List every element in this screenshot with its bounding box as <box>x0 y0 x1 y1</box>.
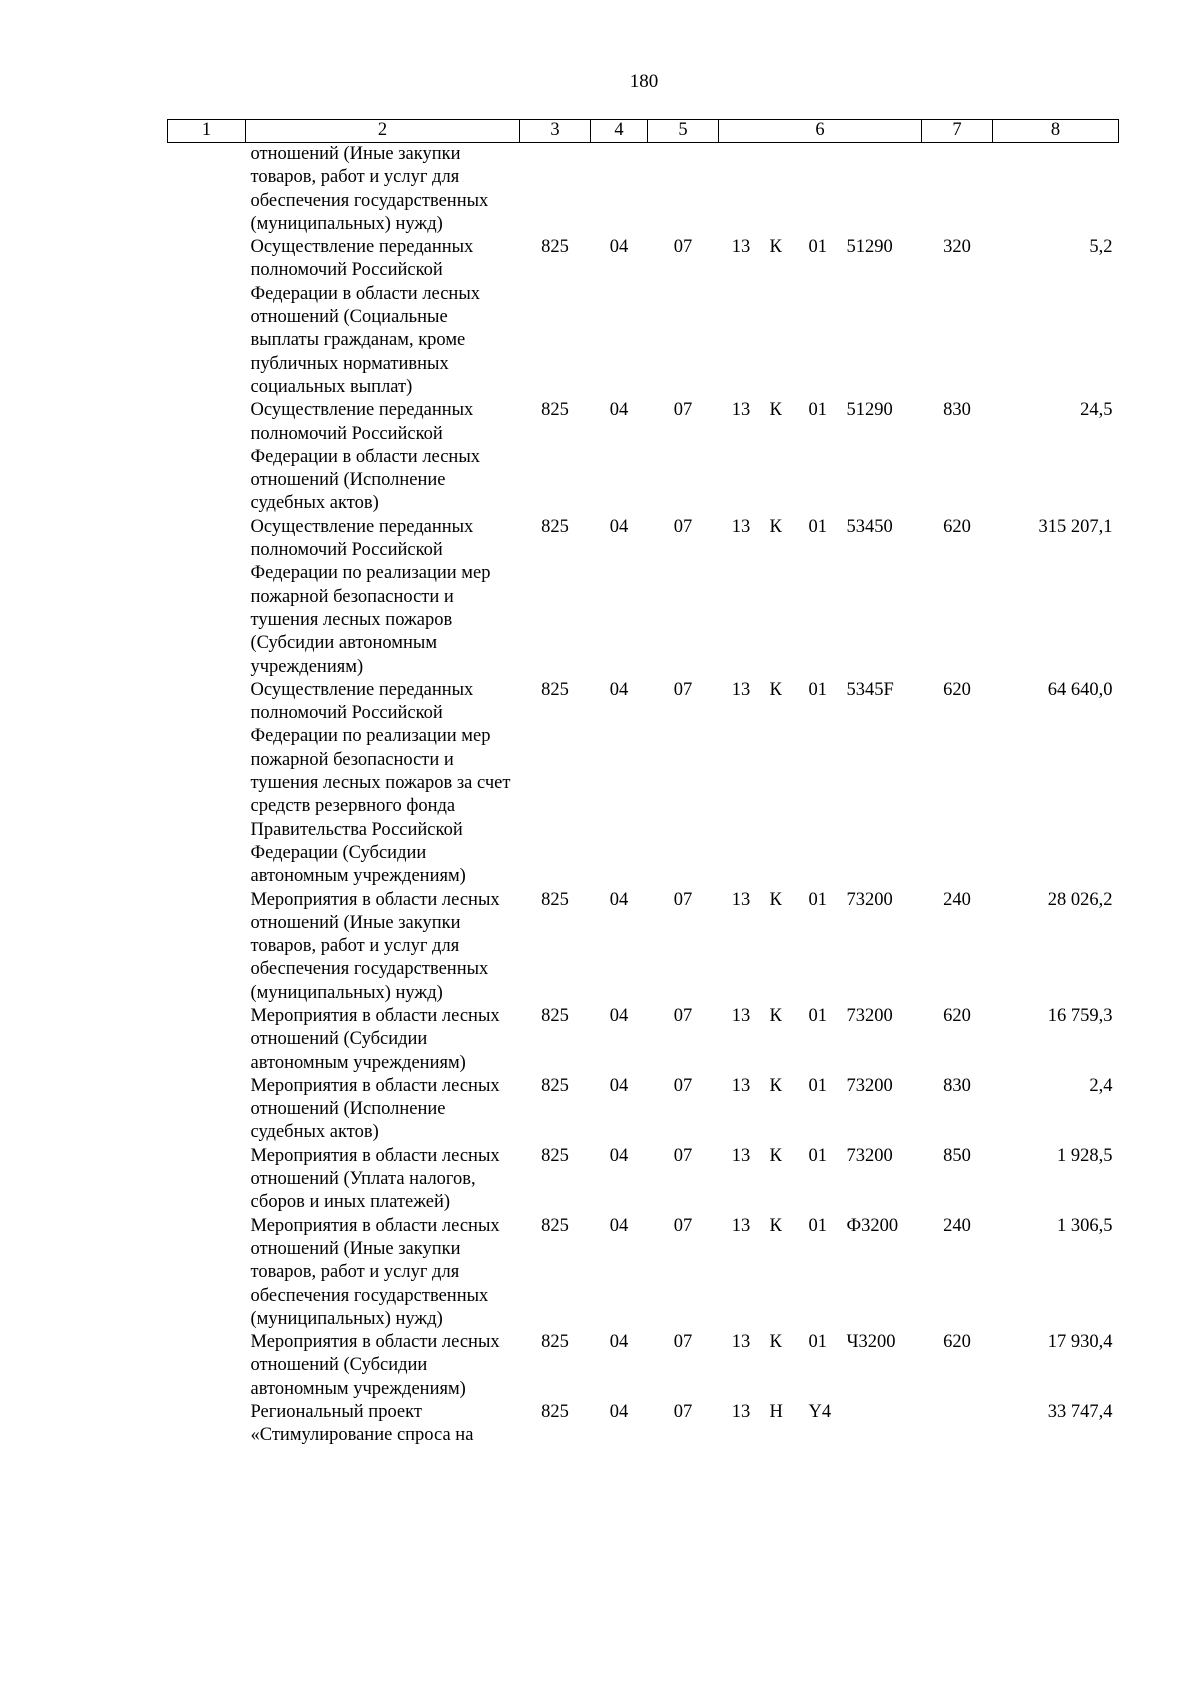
cell-section: 04 <box>609 1402 629 1423</box>
cell-col-1 <box>168 1075 246 1145</box>
cell-subprogram: К <box>769 679 782 700</box>
header-row <box>168 120 1119 143</box>
cell-program: 13 <box>731 889 751 910</box>
cell-program: 13 <box>731 1075 751 1096</box>
cell-admin-code: 825 <box>541 1145 569 1166</box>
cell-section: 04 <box>609 889 629 910</box>
cell-expense-type: 830 <box>943 400 971 421</box>
cell-expense-type <box>922 1401 993 1448</box>
budget-table <box>167 119 1119 1448</box>
cell-amount: 1 928,5 <box>1057 1145 1113 1166</box>
cell-description: Осуществление переданных полномочий Российской Федерации в области лесных отношений (Исполнение судебных актов) <box>250 400 481 514</box>
cell-direction: Ч3200 <box>846 1332 896 1353</box>
cell-main-event: 01 <box>808 237 827 258</box>
cell-amount: 17 930,4 <box>1047 1332 1113 1353</box>
table-row <box>168 1331 1119 1401</box>
cell-direction <box>837 143 922 237</box>
cell-admin-code: 825 <box>541 1402 569 1423</box>
cell-description: Мероприятия в области лесных отношений (Уплата налогов, сборов и иных платежей) <box>250 1145 500 1213</box>
table-row <box>168 889 1119 1005</box>
cell-col-1 <box>168 1401 246 1448</box>
cell-expense-type: 620 <box>943 516 971 537</box>
cell-direction: 51290 <box>846 237 893 258</box>
cell-col-1 <box>168 1331 246 1401</box>
cell-main-event: 01 <box>808 516 827 537</box>
table-body <box>168 143 1119 1448</box>
cell-main-event: 01 <box>808 1005 827 1026</box>
cell-col-1 <box>168 1005 246 1075</box>
cell-description: Региональный проект «Стимулирование спроса на <box>250 1402 474 1446</box>
cell-section: 04 <box>609 1005 629 1026</box>
cell-admin-code <box>520 143 591 237</box>
cell-main-event <box>799 143 837 237</box>
cell-expense-type: 620 <box>943 1005 971 1026</box>
cell-admin-code: 825 <box>541 1075 569 1096</box>
cell-amount: 28 026,2 <box>1047 889 1113 910</box>
cell-expense-type: 620 <box>943 679 971 700</box>
cell-subsection: 07 <box>673 1215 693 1236</box>
cell-amount <box>993 143 1119 237</box>
cell-subprogram: К <box>769 1215 782 1236</box>
cell-description: Мероприятия в области лесных отношений (Исполнение судебных актов) <box>250 1075 500 1143</box>
cell-section: 04 <box>609 1332 629 1353</box>
cell-main-event: 01 <box>808 1075 827 1096</box>
table-row <box>168 1005 1119 1075</box>
cell-program: 13 <box>731 1005 751 1026</box>
table-row <box>168 516 1119 679</box>
cell-description: Мероприятия в области лесных отношений (Субсидии автономным учреждениям) <box>250 1005 500 1073</box>
table-row <box>168 679 1119 889</box>
cell-section: 04 <box>609 679 629 700</box>
cell-expense-type: 240 <box>943 889 971 910</box>
cell-admin-code: 825 <box>541 1005 569 1026</box>
cell-subsection: 07 <box>673 516 693 537</box>
cell-main-event: 01 <box>808 1332 827 1353</box>
cell-col-1 <box>168 1215 246 1331</box>
cell-subsection: 07 <box>673 237 693 258</box>
header-col-2: 2 <box>246 120 520 143</box>
cell-amount: 64 640,0 <box>1047 679 1113 700</box>
cell-amount: 315 207,1 <box>1038 516 1113 537</box>
cell-subsection: 07 <box>673 1075 693 1096</box>
cell-subprogram: К <box>769 1145 782 1166</box>
cell-direction <box>837 1401 922 1448</box>
cell-section <box>591 143 648 237</box>
cell-subsection: 07 <box>673 400 693 421</box>
header-col-3: 3 <box>520 120 591 143</box>
cell-col-1 <box>168 236 246 399</box>
cell-subprogram: Н <box>769 1402 783 1423</box>
cell-section: 04 <box>609 1215 629 1236</box>
table-row <box>168 1075 1119 1145</box>
cell-subprogram: К <box>769 889 782 910</box>
cell-direction: 73200 <box>846 1145 893 1166</box>
cell-expense-type: 830 <box>943 1075 971 1096</box>
cell-description: отношений (Иные закупки товаров, работ и услуг для обеспечения государственных (муниципальных) нужд) <box>250 144 489 234</box>
cell-subprogram: К <box>769 1332 782 1353</box>
cell-col-1 <box>168 1145 246 1215</box>
cell-expense-type: 620 <box>943 1332 971 1353</box>
cell-amount: 5,2 <box>1089 237 1113 258</box>
header-col-1: 1 <box>168 120 246 143</box>
cell-subsection: 07 <box>673 1332 693 1353</box>
cell-amount: 16 759,3 <box>1047 1005 1113 1026</box>
cell-subsection: 07 <box>673 1005 693 1026</box>
cell-subsection: 07 <box>673 1402 693 1423</box>
cell-section: 04 <box>609 237 629 258</box>
cell-subsection: 07 <box>673 679 693 700</box>
cell-main-event: 01 <box>808 679 827 700</box>
cell-subsection: 07 <box>673 889 693 910</box>
page-number: 180 <box>629 71 659 92</box>
cell-admin-code: 825 <box>541 1215 569 1236</box>
cell-admin-code: 825 <box>541 237 569 258</box>
cell-col-1 <box>168 679 246 889</box>
cell-direction: 73200 <box>846 889 893 910</box>
cell-program <box>719 143 764 237</box>
cell-description: Мероприятия в области лесных отношений (Иные закупки товаров, работ и услуг для обеспечения государственных (муниципальных) нужд) <box>250 1215 500 1329</box>
cell-program: 13 <box>731 1332 751 1353</box>
cell-admin-code: 825 <box>541 679 569 700</box>
cell-col-1 <box>168 399 246 515</box>
table-row <box>168 236 1119 399</box>
table-row <box>168 143 1119 237</box>
table-row <box>168 399 1119 515</box>
cell-section: 04 <box>609 400 629 421</box>
header-col-5: 5 <box>648 120 719 143</box>
cell-amount: 33 747,4 <box>1047 1402 1113 1423</box>
cell-expense-type <box>922 143 993 237</box>
cell-expense-type: 240 <box>943 1215 971 1236</box>
cell-subprogram: К <box>769 237 782 258</box>
cell-program: 13 <box>731 679 751 700</box>
cell-section: 04 <box>609 1075 629 1096</box>
cell-direction: 51290 <box>846 400 893 421</box>
cell-admin-code: 825 <box>541 1332 569 1353</box>
table-row <box>168 1145 1119 1215</box>
cell-subprogram: К <box>769 1075 782 1096</box>
cell-main-event: 01 <box>808 400 827 421</box>
cell-subprogram <box>764 143 799 237</box>
cell-description: Осуществление переданных полномочий Российской Федерации по реализации мер пожарной безопасности и тушения лесных пожаров за счет средств резервного фонда Правительства Российской Федерации (Субсидии автономным учреждениям) <box>250 679 511 887</box>
header-col-7: 7 <box>922 120 993 143</box>
cell-description: Осуществление переданных полномочий Российской Федерации по реализации мер пожарной безопасности и тушения лесных пожаров (Субсидии автономным учреждениям) <box>250 516 491 677</box>
cell-section: 04 <box>609 516 629 537</box>
cell-expense-type: 850 <box>943 1145 971 1166</box>
cell-amount: 1 306,5 <box>1057 1215 1113 1236</box>
cell-program: 13 <box>731 400 751 421</box>
cell-subsection <box>648 143 719 237</box>
cell-subprogram: К <box>769 400 782 421</box>
header-col-6: 6 <box>719 120 922 143</box>
cell-col-1 <box>168 516 246 679</box>
cell-main-event: 01 <box>808 889 827 910</box>
cell-col-1 <box>168 143 246 237</box>
cell-direction: 53450 <box>846 516 893 537</box>
cell-direction: 5345F <box>846 679 894 700</box>
table-row <box>168 1215 1119 1331</box>
cell-subprogram: К <box>769 516 782 537</box>
cell-program: 13 <box>731 516 751 537</box>
cell-direction: 73200 <box>846 1075 893 1096</box>
cell-main-event: 01 <box>808 1215 827 1236</box>
header-col-8: 8 <box>993 120 1119 143</box>
cell-description: Мероприятия в области лесных отношений (Субсидии автономным учреждениям) <box>250 1332 500 1399</box>
table-row <box>168 1401 1119 1448</box>
cell-admin-code: 825 <box>541 516 569 537</box>
cell-amount: 24,5 <box>1080 400 1113 421</box>
cell-col-1 <box>168 889 246 1005</box>
cell-admin-code: 825 <box>541 889 569 910</box>
cell-program: 13 <box>731 1215 751 1236</box>
cell-expense-type: 320 <box>943 237 971 258</box>
cell-program: 13 <box>731 1402 751 1423</box>
cell-main-event: 01 <box>808 1145 827 1166</box>
cell-direction: 73200 <box>846 1005 893 1026</box>
cell-amount: 2,4 <box>1089 1075 1113 1096</box>
table-header <box>168 120 1119 143</box>
cell-admin-code: 825 <box>541 400 569 421</box>
cell-description: Осуществление переданных полномочий Российской Федерации в области лесных отношений (Социальные выплаты гражданам, кроме публичных нормативных социальных выплат) <box>250 237 481 397</box>
cell-main-event: Y4 <box>808 1402 832 1423</box>
cell-subprogram: К <box>769 1005 782 1026</box>
header-col-4: 4 <box>591 120 648 143</box>
cell-program: 13 <box>731 1145 751 1166</box>
cell-program: 13 <box>731 237 751 258</box>
cell-description: Мероприятия в области лесных отношений (Иные закупки товаров, работ и услуг для обеспечения государственных (муниципальных) нужд) <box>250 889 500 1003</box>
cell-direction: Ф3200 <box>846 1215 899 1236</box>
cell-section: 04 <box>609 1145 629 1166</box>
budget-table-container <box>167 119 1118 1448</box>
cell-subsection: 07 <box>673 1145 693 1166</box>
